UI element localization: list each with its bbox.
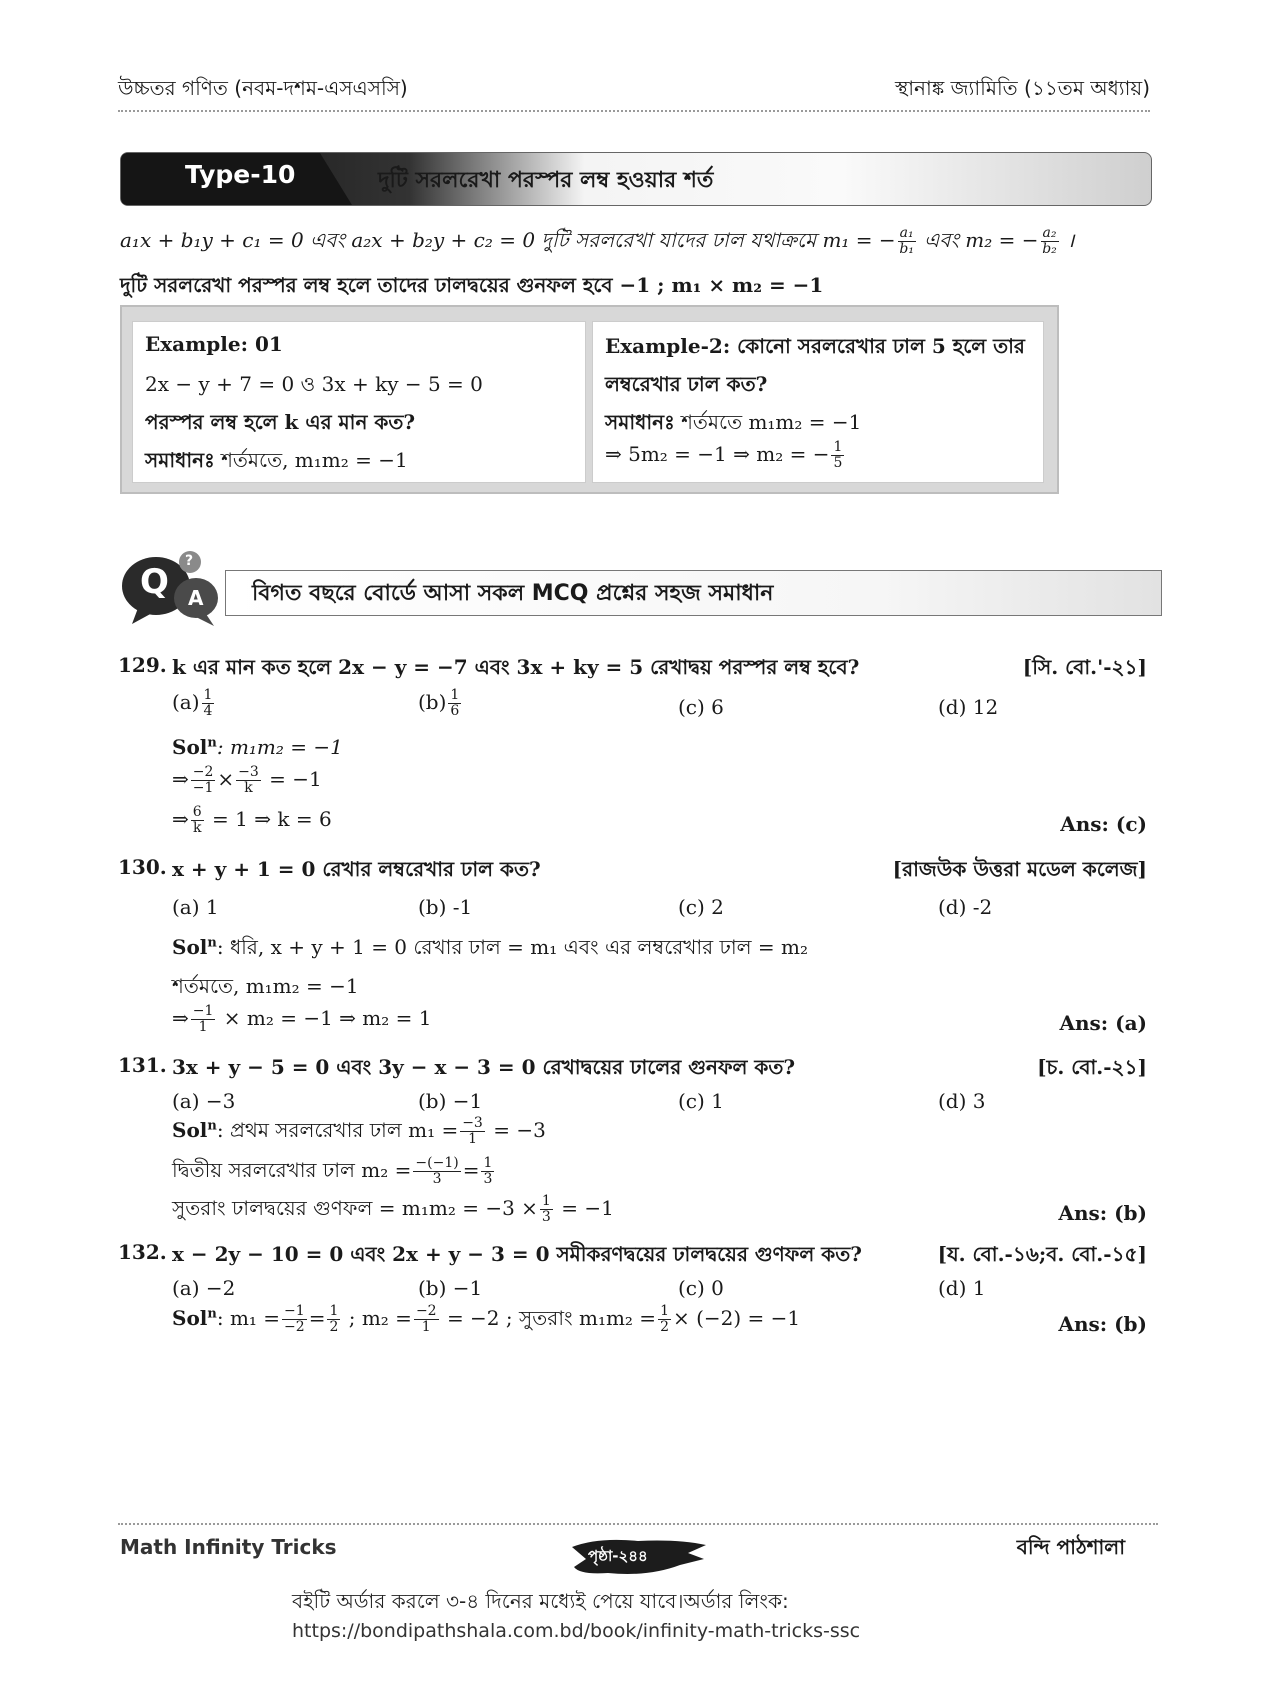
example-1-title: Example: 01 — [145, 332, 283, 356]
example-2 — [592, 321, 1044, 483]
question-number: 131. — [118, 1053, 167, 1077]
question-text: x + y + 1 = 0 রেখার লম্বরেখার ঢাল কত? — [172, 857, 541, 881]
solution-line-3: সুতরাং ঢালদ্বয়ের গুণফল = m₁m₂ = −3 × $\frac{1}{3}$ = −1 — [172, 1193, 614, 1225]
solution-line-1: Sol$^n$: ধরি, x + y + 1 = 0 রেখার ঢাল = m₁ এবং এর লম্বরেখার ঢাল = m₂ — [172, 935, 808, 959]
example-1 — [132, 321, 586, 483]
example-2-title: Example-2: কোনো সরলরেখার ঢাল 5 হলে তার — [605, 334, 1025, 358]
solution-line-3: ⇒ $\frac{-1}{1}$ × m₂ = −1 ⇒ m₂ = 1 — [172, 1003, 432, 1035]
perpendicular-rule: দুটি সরলরেখা পরস্পর লম্ব হলে তাদের ঢালদ্বয়ের গুনফল হবে −1 ; m₁ × m₂ = −1 — [120, 273, 824, 297]
type-title: দুটি সরলরেখা পরস্পর লম্ব হওয়ার শর্ত — [378, 168, 714, 193]
answer: Ans: (b) — [1058, 1201, 1147, 1225]
option-a: (a) −2 — [172, 1276, 236, 1300]
option-b: (b) −1 — [418, 1089, 483, 1113]
question-reference: [সি. বো.'-২১] — [1022, 655, 1147, 679]
answer: Ans: (a) — [1059, 1011, 1147, 1035]
footer-publisher: বন্দি পাঠশালা — [1016, 1535, 1125, 1559]
solution-line-2: ⇒ $\frac{-2}{-1}$ × $\frac{-3}{k}$ = −1 — [172, 764, 322, 796]
solution-line-2: দ্বিতীয় সরলরেখার ঢাল m₂ = $\frac{-(-1)}{3}$ = $\frac{1}{3}$ — [172, 1155, 493, 1187]
question-text: 3x + y − 5 = 0 এবং 3y − x − 3 = 0 রেখাদ্বয়ের ঢালের গুনফল কত? — [172, 1055, 796, 1079]
solution-line-1: Sol$^n$: m₁ = $\frac{-1}{-2}$ = $\frac{1}{2}$ ; m₂ = $\frac{-2}{1}$ = −2 ; সুতরাং m₁m₂ = $\frac{1}{2}$ × (−2) = −1 — [172, 1303, 801, 1335]
option-b: (b) −1 — [418, 1276, 483, 1300]
header-book-title: উচ্চতর গণিত (নবম-দশম-এসএসসি) — [118, 76, 408, 100]
footer-brand: Math Infinity Tricks — [120, 1535, 337, 1559]
answer: Ans: (c) — [1060, 812, 1147, 836]
question-number: 132. — [118, 1240, 167, 1264]
question-text: x − 2y − 10 = 0 এবং 2x + y − 3 = 0 সমীকরণদ্বয়ের ঢালদ্বয়ের গুণফল কত? — [172, 1242, 862, 1266]
example-2-question: লম্বরেখার ঢাল কত? — [605, 372, 768, 396]
examples-box — [120, 305, 1059, 494]
example-1-solution: সমাধানঃ শর্তমতে, m₁m₂ = −1 — [145, 448, 408, 472]
example-2-solution-2: ⇒ 5m₂ = −1 ⇒ m₂ = − $\frac{1}{5}$ — [605, 439, 843, 471]
option-c: (c) 2 — [678, 895, 724, 919]
option-c: (c) 0 — [678, 1276, 724, 1300]
option-b: (b) -1 — [418, 895, 473, 919]
solution-line-3: ⇒ $\frac{6}{k}$ = 1 ⇒ k = 6 — [172, 804, 332, 836]
question-reference: [রাজউক উত্তরা মডেল কলেজ] — [892, 857, 1147, 881]
example-1-question: পরস্পর লম্ব হলে k এর মান কত? — [145, 410, 416, 434]
option-c: (c) 1 — [678, 1089, 724, 1113]
header-divider — [118, 110, 1150, 112]
qa-icon-q: Q — [140, 562, 169, 602]
qa-bubble-icon — [118, 548, 228, 628]
answer: Ans: (b) — [1058, 1312, 1147, 1336]
question-number: 130. — [118, 855, 167, 879]
condition-statement: a₁x + b₁y + c₁ = 0 এবং a₂x + b₂y + c₂ = 0 দুটি সরলরেখা যাদের ঢাল যথাক্রমে m₁ = − $\frac{\text{a₁}}{\text{b₁}}$ এবং m₂ = − $\frac{\text{a₂}}{\text{b₂}}$ । — [120, 225, 1075, 257]
question-reference: [চ. বো.-২১] — [1037, 1055, 1147, 1079]
solution-line-1: Sol$^n$: m₁m₂ = −1 — [172, 735, 343, 759]
question-text: k এর মান কত হলে 2x − y = −7 এবং 3x + ky = 5 রেখাদ্বয় পরস্পর লম্ব হবে? — [172, 655, 860, 679]
solution-line-2: শর্তমতে, m₁m₂ = −1 — [172, 974, 359, 998]
option-d: (d) 1 — [938, 1276, 986, 1300]
example-2-solution-1: সমাধানঃ শর্তমতে m₁m₂ = −1 — [605, 410, 862, 434]
question-reference: [য. বো.-১৬;ব. বো.-১৫] — [937, 1242, 1147, 1266]
order-note: বইটি অর্ডার করলে ৩-৪ দিনের মধ্যেই পেয়ে যাবে।অর্ডার লিংক: — [292, 1589, 789, 1613]
question-number: 129. — [118, 653, 167, 677]
option-a: (a) $\frac{1}{4}$ — [172, 687, 213, 719]
option-b: (b) $\frac{1}{6}$ — [418, 687, 460, 719]
example-1-equations: 2x − y + 7 = 0 ও 3x + ky − 5 = 0 — [145, 372, 483, 396]
qa-title: বিগত বছরে বোর্ডে আসা সকল MCQ প্রশ্নের সহজ সমাধান — [252, 581, 774, 606]
qa-icon-qmark: ? — [185, 553, 194, 569]
option-c: (c) 6 — [678, 695, 724, 719]
option-d: (d) -2 — [938, 895, 993, 919]
header-chapter-title: স্থানাঙ্ক জ্যামিতি (১১তম অধ্যায়) — [895, 76, 1150, 100]
page-number: পৃষ্ঠা-২৪৪ — [588, 1547, 648, 1565]
qa-icon-a: A — [188, 586, 204, 610]
option-d: (d) 3 — [938, 1089, 986, 1113]
footer-divider — [118, 1523, 1158, 1525]
option-a: (a) 1 — [172, 895, 219, 919]
order-link[interactable]: https://bondipathshala.com.bd/book/infinity-math-tricks-ssc — [292, 1620, 861, 1642]
option-d: (d) 12 — [938, 695, 999, 719]
type-label: Type-10 — [185, 160, 296, 189]
option-a: (a) −3 — [172, 1089, 236, 1113]
solution-line-1: Sol$^n$: প্রথম সরলরেখার ঢাল m₁ = $\frac{-3}{1}$ = −3 — [172, 1115, 546, 1147]
